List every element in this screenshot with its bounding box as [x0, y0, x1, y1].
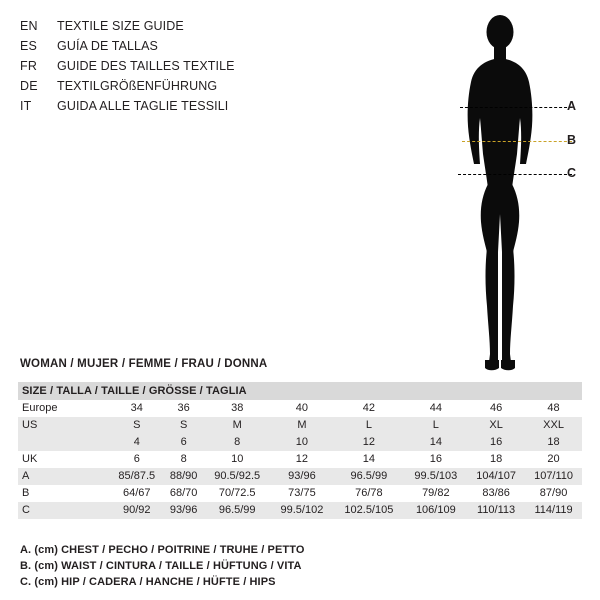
cell: 107/110	[525, 468, 582, 485]
cell: 83/86	[467, 485, 525, 502]
language-code: IT	[20, 99, 32, 113]
cell: 40	[271, 400, 334, 417]
row-label	[18, 434, 110, 451]
table-header-row	[18, 382, 582, 400]
cell: 87/90	[525, 485, 582, 502]
cell: 68/70	[164, 485, 204, 502]
measure-line-a	[460, 107, 572, 108]
table-row	[18, 417, 582, 434]
table-row	[18, 451, 582, 468]
row-label: US	[18, 417, 110, 434]
cell: 106/109	[405, 502, 468, 519]
cell: 79/82	[405, 485, 468, 502]
table-row	[18, 400, 582, 417]
language-title: GUIDE DES TAILLES TEXTILE	[57, 59, 235, 73]
cell: 102.5/105	[333, 502, 404, 519]
cell: 85/87.5	[110, 468, 164, 485]
cell: 110/113	[467, 502, 525, 519]
table-row	[18, 434, 582, 451]
row-label: A	[18, 468, 110, 485]
cell: 42	[333, 400, 404, 417]
row-label: Europe	[18, 400, 110, 417]
note-b: B. (cm) WAIST / CINTURA / TAILLE / HÜFTUNG / VITA	[20, 560, 302, 572]
cell: S	[164, 417, 204, 434]
cell: XXL	[525, 417, 582, 434]
row-label: C	[18, 502, 110, 519]
cell: 64/67	[110, 485, 164, 502]
note-c: C. (cm) HIP / CADERA / HANCHE / HÜFTE / HIPS	[20, 576, 276, 588]
language-row	[20, 96, 330, 116]
cell: 90/92	[110, 502, 164, 519]
language-code: FR	[20, 59, 38, 73]
cell: 16	[467, 434, 525, 451]
cell: 34	[110, 400, 164, 417]
cell: XL	[467, 417, 525, 434]
cell: 6	[164, 434, 204, 451]
table-row	[18, 502, 582, 519]
cell: 90.5/92.5	[204, 468, 271, 485]
language-row	[20, 36, 330, 56]
cell: 14	[333, 451, 404, 468]
cell: 99.5/103	[405, 468, 468, 485]
table-caption-woman: WOMAN / MUJER / FEMME / FRAU / DONNA	[20, 358, 268, 370]
language-row	[20, 16, 330, 36]
measure-line-b	[462, 141, 572, 142]
table-row	[18, 468, 582, 485]
cell: 93/96	[164, 502, 204, 519]
size-table	[18, 382, 582, 519]
body-figure-diagram	[400, 8, 590, 378]
cell: 16	[405, 451, 468, 468]
table-row	[18, 485, 582, 502]
cell: 12	[333, 434, 404, 451]
cell: M	[204, 417, 271, 434]
cell: 14	[405, 434, 468, 451]
language-row	[20, 56, 330, 76]
cell: 20	[525, 451, 582, 468]
cell: 93/96	[271, 468, 334, 485]
measure-label-b: B	[567, 133, 577, 147]
row-label: B	[18, 485, 110, 502]
language-code: ES	[20, 39, 38, 53]
cell: 114/119	[525, 502, 582, 519]
cell: 73/75	[271, 485, 334, 502]
cell: 8	[204, 434, 271, 451]
row-label: UK	[18, 451, 110, 468]
table-header-label: SIZE / TALLA / TAILLE / GRÖSSE / TAGLIA	[18, 382, 582, 400]
language-title: TEXTILGRÖßENFÜHRUNG	[57, 79, 218, 93]
cell: 96.5/99	[333, 468, 404, 485]
measure-label-a: A	[567, 99, 577, 113]
language-code: EN	[20, 19, 38, 33]
cell: 70/72.5	[204, 485, 271, 502]
cell: 48	[525, 400, 582, 417]
cell: 104/107	[467, 468, 525, 485]
cell: 18	[467, 451, 525, 468]
note-a: A. (cm) CHEST / PECHO / POITRINE / TRUHE / PETTO	[20, 544, 305, 556]
measure-label-c: C	[567, 166, 577, 180]
cell: 10	[204, 451, 271, 468]
cell: L	[333, 417, 404, 434]
cell: 6	[110, 451, 164, 468]
female-body-silhouette-icon	[440, 8, 560, 378]
cell: M	[271, 417, 334, 434]
language-title: TEXTILE SIZE GUIDE	[57, 19, 184, 33]
cell: L	[405, 417, 468, 434]
cell: 99.5/102	[271, 502, 334, 519]
cell: 36	[164, 400, 204, 417]
cell: 10	[271, 434, 334, 451]
cell: 8	[164, 451, 204, 468]
language-titles	[20, 16, 330, 116]
measurement-notes	[20, 542, 580, 590]
language-title: GUÍA DE TALLAS	[57, 39, 158, 53]
cell: 12	[271, 451, 334, 468]
measure-line-c	[458, 174, 572, 175]
cell: 46	[467, 400, 525, 417]
cell: 18	[525, 434, 582, 451]
cell: 38	[204, 400, 271, 417]
language-row	[20, 76, 330, 96]
cell: 4	[110, 434, 164, 451]
language-title: GUIDA ALLE TAGLIE TESSILI	[57, 99, 229, 113]
cell: S	[110, 417, 164, 434]
cell: 76/78	[333, 485, 404, 502]
language-code: DE	[20, 79, 38, 93]
cell: 96.5/99	[204, 502, 271, 519]
cell: 88/90	[164, 468, 204, 485]
cell: 44	[405, 400, 468, 417]
